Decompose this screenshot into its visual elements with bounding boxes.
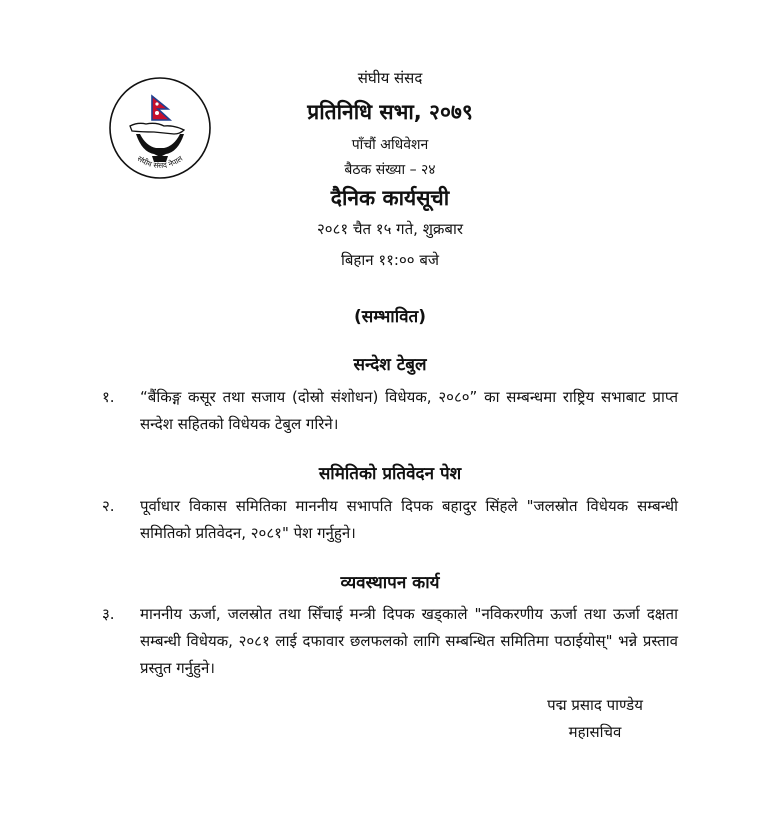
item-number: २. (102, 497, 115, 515)
item-text: पूर्वाधार विकास समितिका माननीय सभापति दिपक बहादुर सिंहले "जलस्रोत विधेयक सम्बन्धी समितिको प्रतिवेदन, २०८१" पेश गर्नुहुने। (140, 497, 678, 542)
tentative-label: (सम्भावित) (353, 307, 427, 327)
section-heading: समितिको प्रतिवेदन पेश (318, 464, 462, 484)
meeting-time: बिहान ११:०० बजे (340, 251, 440, 269)
signatory-name: पद्म प्रसाद पाण्डेय (547, 696, 643, 714)
agenda-item (102, 384, 678, 438)
meeting-number: बैठक संख्या – २४ (344, 162, 436, 178)
svg-text:संघीय संसद नेपाल: संघीय संसद नेपाल (135, 153, 185, 171)
item-number: ३. (102, 605, 115, 623)
agenda-item (102, 601, 678, 682)
item-text: माननीय ऊर्जा, जलस्रोत तथा सिँचाई मन्त्री दिपक खड्काले "नविकरणीय ऊर्जा तथा ऊर्जा दक्षता सम्बन्धी विधेयक, २०८१ लाई दफावार छलफलको लागि सम्बन्धित समितिमा पठाईयोस्" भन्ने प्रस्ताव प्रस्तुत गर्नुहुने। (140, 605, 678, 677)
page-title: दैनिक कार्यसूची (330, 186, 450, 210)
parliament-name: संघीय संसद (357, 69, 423, 87)
section-heading: व्यवस्थापन कार्य (340, 573, 440, 593)
section-heading: सन्देश टेबुल (353, 355, 427, 375)
meeting-date: २०८१ चैत १५ गते, शुक्रबार (316, 220, 464, 238)
item-text: “बैंकिङ्ग कसूर तथा सजाय (दोस्रो संशोधन) विधेयक, २०८०” का सम्बन्धमा राष्ट्रिय सभाबाट प्राप्त सन्देश सहितको विधेयक टेबुल गरिने। (140, 388, 678, 433)
agenda-item (102, 493, 678, 547)
session-label: पाँचौं अधिवेशन (351, 137, 429, 153)
item-number: १. (102, 388, 115, 406)
house-title: प्रतिनिधि सभा, २०७९ (307, 100, 473, 124)
signatory-title: महासचिव (568, 723, 622, 741)
